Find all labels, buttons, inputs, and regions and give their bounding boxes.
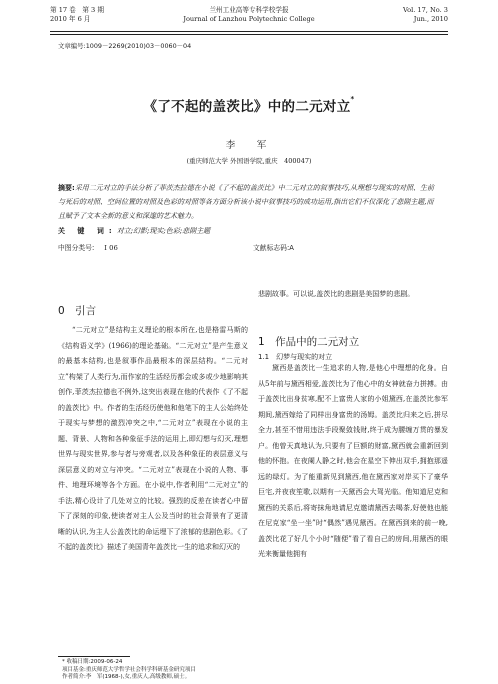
header-volume-en — [403, 6, 448, 24]
keywords-label: 关 键 词: — [58, 227, 117, 235]
title-footnote-mark: * — [350, 95, 355, 103]
header-journal-en: Journal of Lanzhou Polytechnic College — [183, 15, 315, 23]
affiliation: (重庆师范大学 外国语学院,重庆 400047) — [186, 157, 312, 165]
classification-value: I 06 — [104, 244, 118, 252]
header-date-en: Jun., 2010 — [413, 15, 448, 23]
abstract-text: 采用二元对立的手法分析了菲茨杰拉德在小说《了不起的盖茨比》中二元对立的叙事技巧,从理想与现实的对照、生前与死后的对照、空间位置的对照及色彩的对照等各方面分析该小说中叙事技巧的成功运用,指出它们不仅深化了悲剧主题,而且赋予了文本全新的意义和深邃的艺术魅力。 — [58, 184, 435, 221]
doc-code: 文献标志码:A — [253, 244, 294, 252]
author: 李 军 — [225, 140, 273, 151]
paper-title-text: 《了不起的盖茨比》中的二元对立 — [143, 99, 351, 115]
classification-label: 中图分类号: — [58, 244, 95, 252]
classification — [58, 242, 118, 252]
column-right-top — [258, 287, 448, 303]
section1-paragraph: 黛西是盖茨比一生追求的人物,是他心中理想的化身。自从5年前与黛西相爱,盖茨比为了他心中的女神就奋力拼搏。由于盖茨比出身贫寒,配不上富贵人家的小姐黛西,在盖茨比参军期间,黛西嫁给了同样出身富贵的汤姆。盖茨比归来之后,拼尽全力,甚至不惜用违法手段聚敛钱财,终于成为腰缠万贯的暴发户。他曾天真地认为,只要有了巨额的财富,黛西就会重新回到他的怀抱。在夜阑人静之时,他会在星空下伸出双手,拥抱那遥远的绿灯。为了能重新见到黛西,他在黛西家对岸买下了豪华巨宅,并夜夜笙歌,以期有一天黛西会大驾光临。他知道尼克和黛西的关系后,将寄抹角地请尼克邀请黛西去喝茶,好使他也能在尼克家“坐一坐”时“偶然”遇见黛西。在黛西到来的前一晚,盖茨比花了好几个小时“随便”看了看自己的房间,用黛西的眼光来衡量他拥有 — [258, 364, 448, 558]
abstract — [58, 181, 438, 224]
footnote-received-text: 收稿日期:2009-06-24 — [66, 659, 123, 665]
footnote-received: * 收稿日期:2009-06-24 — [62, 659, 123, 665]
keywords-text: 对立;幻影;现实;色彩;悲剧主题 — [116, 227, 211, 235]
section-heading-intro: 0 引言 — [58, 305, 97, 317]
column-right — [258, 361, 448, 563]
header-journal — [50, 6, 448, 24]
keywords — [58, 226, 210, 236]
intro-paragraph: “二元对立”是结构主义理论的根本所在,也是格雷马斯的《结构语义学》(1966)的理论基础。“二元对立”是产生意义的最基本结构,也是叙事作品最根本的深层结构。“二元对立”构架了人类行为,而作家的生活经历都会或多或少地影响其创作,菲茨杰拉德也不例外,这突出表现在他的代表作《了不起的盖茨比》中。作者的生活经历使他和他笔下的主人公始终处于现实与梦想的激烈冲突之中,“二元对立”表现在小说的主题、背景、人物和各种象征手法的运用上,即幻想与幻灭,理想世界与现实世界,参与者与旁观者,以及各种象征的表层意义与深层意义的对立与冲突。“二元对立”表现在小说的人物、事件、地理环境等各个方面。在小说中,作者利用“二元对立”的手法,精心设计了几处对立的比较。强烈的反差在读者心中留下了深刻的印象,使读者对主人公及当时的社会背景有了更清晰的认识,为主人公盖茨比的命运埋下了浓郁的悲剧色彩。《了不起的盖茨比》描述了美国青年盖茨比一生的追求和幻灭的 — [58, 326, 248, 551]
column-left — [58, 323, 248, 556]
abstract-label: 摘要: — [58, 184, 75, 192]
header-rule-thick — [50, 31, 448, 32]
header-rule-thin — [50, 34, 448, 35]
subsection-heading-1-1: 1.1 幻梦与现实的对立 — [258, 353, 333, 361]
header-vol-no: Vol. 17, No. 3 — [402, 6, 448, 14]
paper-title — [0, 95, 498, 115]
header-date: 2010 年 6 月 — [50, 15, 91, 23]
footnote-project: 项目基金:重庆师范大学哲学社会科学科研基金研究项目 — [62, 666, 196, 673]
footnote — [62, 659, 196, 682]
header-volume-issue: 第 17 卷 第 3 期 — [50, 6, 104, 14]
header-journal-cn: 兰州工业高等专科学校学报 — [209, 6, 289, 14]
footnote-rule — [58, 656, 130, 657]
continued-paragraph: 悲剧故事。可以说,盖茨比的悲剧是美国梦的悲剧。 — [258, 290, 415, 298]
footnote-author: 作者简介:李 军(1968-),女,重庆人,高级教师,硕士。 — [62, 674, 191, 681]
doc-id: 文章编号:1009－2269(2010)03－0060－04 — [58, 42, 192, 50]
section-heading-1: 1 作品中的二元对立 — [258, 336, 360, 348]
